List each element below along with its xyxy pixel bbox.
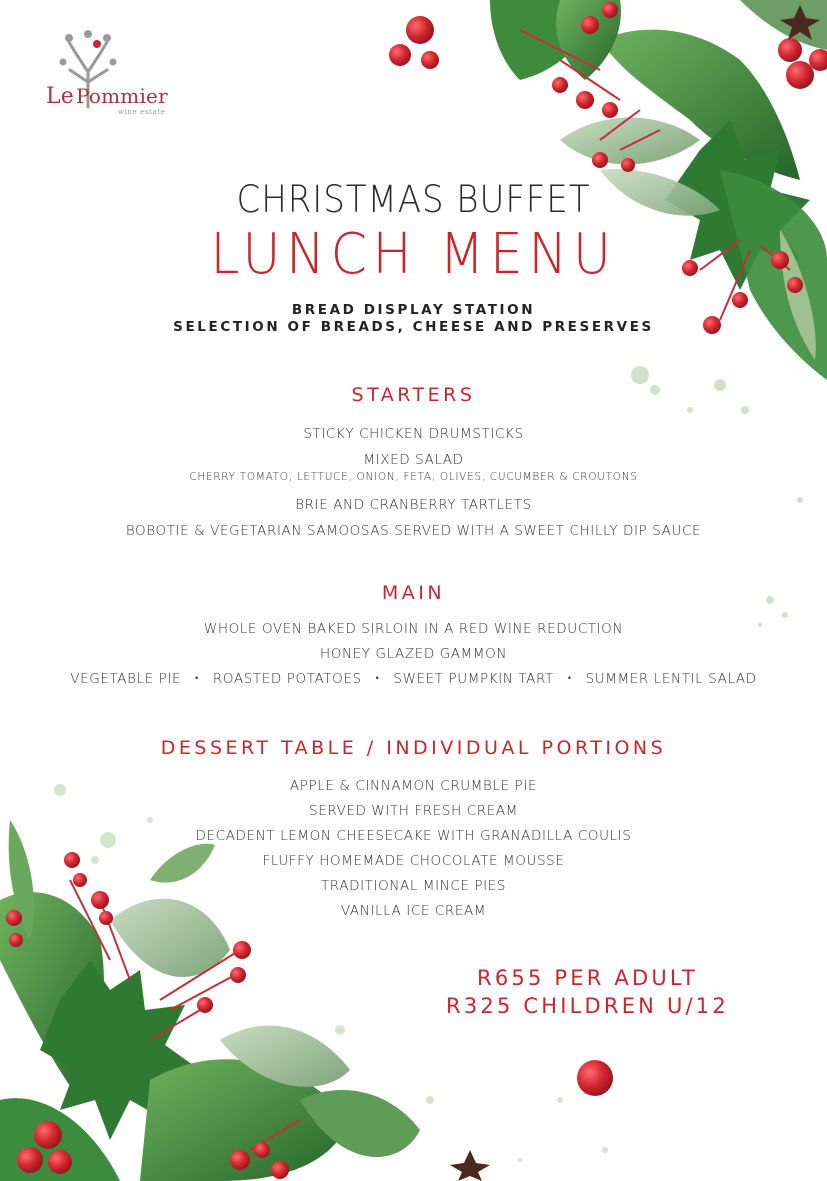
star-anise-icon <box>780 5 820 40</box>
starters-heading: STARTERS <box>351 384 476 406</box>
price-children: R325 CHILDREN U/12 <box>446 994 729 1018</box>
logo-le: Le <box>46 84 75 109</box>
logo-subtitle: wine estate <box>118 108 166 116</box>
starter-item-detail: CHERRY TOMATO, LETTUCE, ONION, FETA, OLIVES, CUCUMBER & CROUTONS <box>189 471 638 483</box>
main-item: HONEY GLAZED GAMMON <box>319 646 508 662</box>
dessert-item: VANILLA ICE CREAM <box>340 903 487 919</box>
starter-item: BRIE AND CRANBERRY TARTLETS <box>295 497 532 513</box>
side-item: SUMMER LENTIL SALAD <box>585 671 757 687</box>
side-item: ROASTED POTATOES <box>212 671 362 687</box>
side-item: VEGETABLE PIE <box>70 671 182 687</box>
price-adult: R655 PER ADULT <box>477 966 698 990</box>
intro-line-1: BREAD DISPLAY STATION <box>291 302 536 318</box>
starter-item: BOBOTIE & VEGETARIAN SAMOOSAS SERVED WITH A SWEET CHILLY DIP SAUCE <box>125 523 702 539</box>
dessert-heading: DESSERT TABLE / INDIVIDUAL PORTIONS <box>160 737 667 759</box>
intro-block <box>0 302 827 336</box>
separator: • <box>567 674 572 684</box>
separator: • <box>375 674 380 684</box>
separator: • <box>195 674 199 684</box>
dessert-item: SERVED WITH FRESH CREAM <box>309 803 518 819</box>
dessert-item: APPLE & CINNAMON CRUMBLE PIE <box>289 778 538 794</box>
logo-name: Pommier <box>76 84 168 108</box>
main-heading: MAIN <box>381 582 446 604</box>
dessert-item: TRADITIONAL MINCE PIES <box>320 878 507 894</box>
main-sides-row <box>0 671 827 687</box>
star-anise-bottom-icon <box>450 1150 490 1181</box>
main-item: WHOLE OVEN BAKED SIRLOIN IN A RED WINE REDUCTION <box>203 621 624 637</box>
dessert-item: FLUFFY HOMEMADE CHOCOLATE MOUSSE <box>262 853 565 869</box>
starter-item: STICKY CHICKEN DRUMSTICKS <box>303 426 524 442</box>
intro-line-2: SELECTION OF BREADS, CHEESE AND PRESERVES <box>173 319 654 335</box>
side-item: SWEET PUMPKIN TART <box>393 671 554 687</box>
dessert-item: DECADENT LEMON CHEESECAKE WITH GRANADILLA COULIS <box>195 828 632 844</box>
starter-item: MIXED SALAD <box>363 452 464 468</box>
title-christmas-buffet: CHRISTMAS BUFFET <box>236 178 591 221</box>
logo-wordmark <box>46 84 168 109</box>
title-lunch-menu: LUNCH MENU <box>210 222 617 287</box>
